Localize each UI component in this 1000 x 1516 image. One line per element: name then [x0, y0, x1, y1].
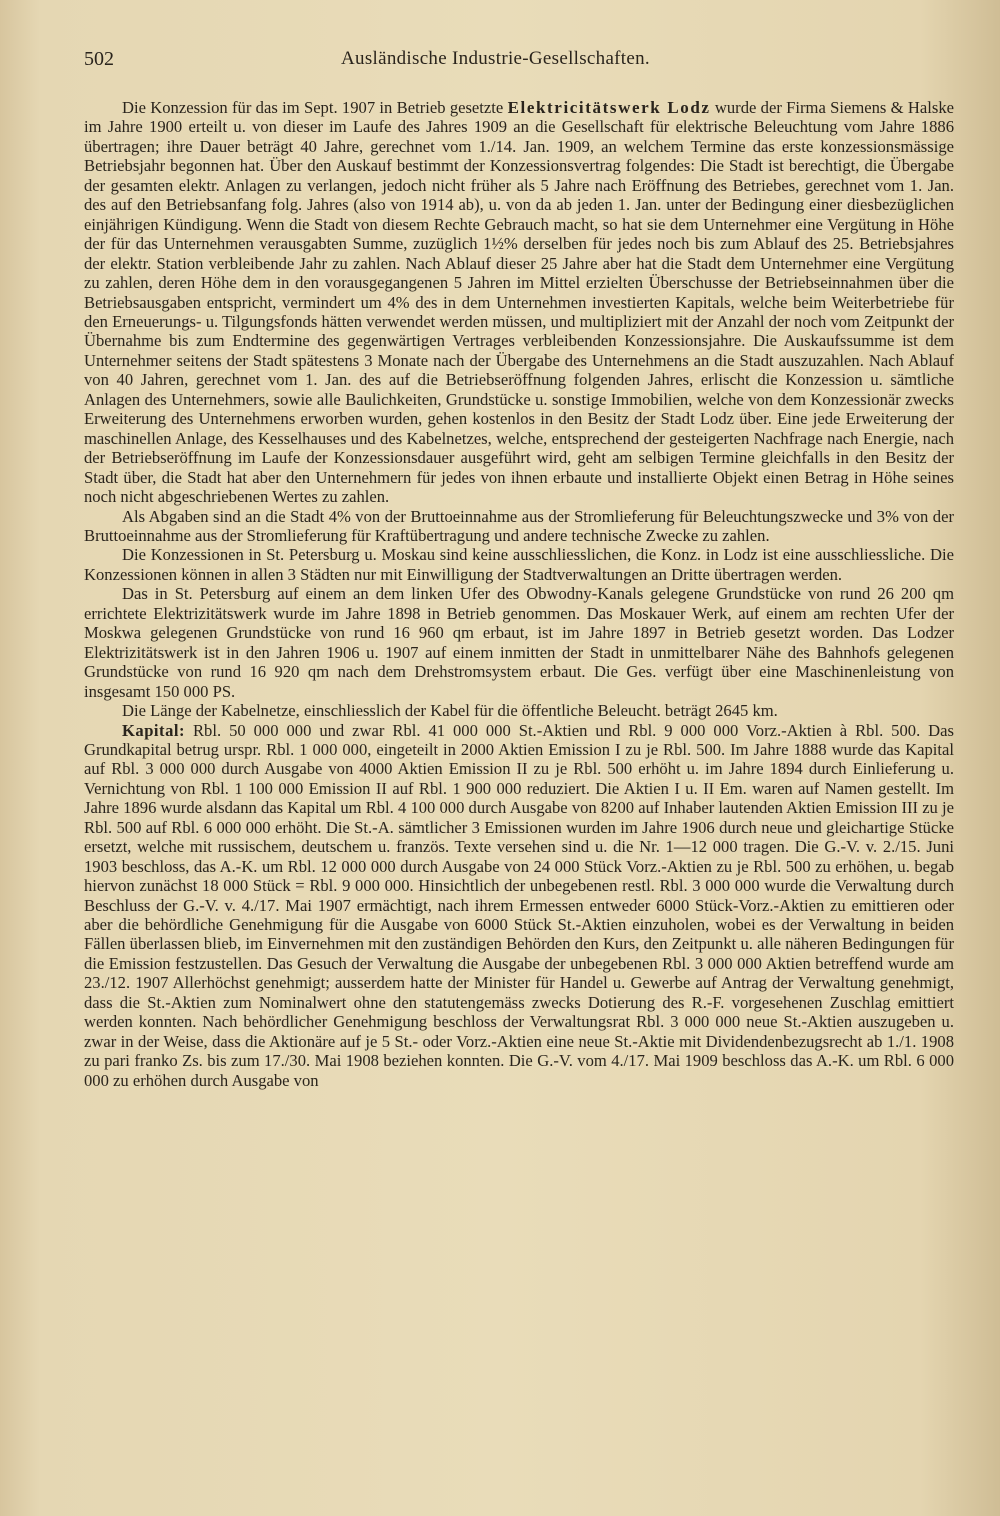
- paragraph-lead: Die Konzession für das im Sept. 1907 in Betrieb gesetzte: [122, 98, 504, 117]
- paragraph-kabelnetze: Die Länge der Kabelnetze, einschliesslich der Kabel für die öffentliche Beleucht. beträgt 2645 km.: [122, 701, 778, 721]
- paragraph-werke: Das in St. Petersburg auf einem an dem linken Ufer des Obwodny-Kanals gelegene Grundstücke von rund 26 200 qm errichtete Elektrizitätswerk wurde im Jahre 1898 in Betrieb genommen. Das Moskauer Werk, auf einem am rechten Ufer der Moskwa gelegenen Grundstücke von rund 16 960 qm erbaut, ist im Jahre 1897 in Betrieb gesetzt worden. Das Lodzer Elektrizitätswerk ist in den Jahren 1906 u. 1907 auf einem inmitten der Stadt in unmittelbarer Nähe des Bahnhofs gelegenen Grundstücke von rund 16 920 qm nach dem Drehstromsystem erbaut. Die Ges. verfügt über eine Maschinenleistung von insgesamt 150 000 PS.: [84, 584, 954, 701]
- kapital-label: Kapital:: [122, 720, 186, 740]
- paragraph-konzessionen: Die Konzessionen in St. Petersburg u. Moskau sind keine ausschliesslichen, die Konz. in Lodz ist eine ausschliessliche. Die Konzessionen können in allen 3 Städten nur mit Einwilligung der Stadtverwaltungen an Dritte übertragen werden.: [84, 545, 954, 584]
- running-title: Ausländische Industrie-Gesellschaften.: [341, 48, 650, 69]
- page-number: 502: [84, 48, 114, 70]
- kapital-text: Rbl. 50 000 000 und zwar Rbl. 41 000 000 St.-Aktien und Rbl. 9 000 000 Vorz.-Aktien à Rbl. 500. Das Grundkapital betrug urspr. Rbl. 1 000 000, eingeteilt in 2000 Aktien Emission I zu je Rbl. 500. Im Jahre 1888 wurde das Kapital auf Rbl. 3 000 000 durch Ausgabe von 4000 Aktien Emission II zu je Rbl. 500 erhöht u. im Jahre 1894 durch Einlieferung u. Vernichtung von Rbl. 1 100 000 Emission II auf Rbl. 1 900 000 reduziert. Die Aktien I u. II Em. waren auf Namen gestellt. Im Jahre 1896 wurde alsdann das Kapital um Rbl. 4 100 000 durch Ausgabe von 8200 auf Inhaber lautenden Aktien Emission III zu je Rbl. 500 auf Rbl. 6 000 000 erhöht. Die St.-A. sämtlicher 3 Emissionen wurden im Jahre 1906 durch neue und gleichartige Stücke ersetzt, welche mit russischem, deutschem u. französ. Texte versehen sind u. die Nr. 1—12 000 tragen. Die G.-V. v. 2./15. Juni 1903 beschloss, das A.-K. um Rbl. 12 000 000 durch Ausgabe von 24 000 Stück Vorz.-Aktien zu je Rbl. 500 zu erhöhen, u. begab hiervon zunächst 18 000 Stück = Rbl. 9 000 000. Hinsichtlich der unbegebenen restl. Rbl. 3 000 000 wurde die Verwaltung durch Beschluss der G.-V. v. 4./17. Mai 1907 ermächtigt, nach ihrem Ermessen entweder 6000 Stück-Vorz.-Aktien zu emittieren oder aber die behördliche Genehmigung für die Ausgabe von 6000 Stück St.-Aktien einzuholen, wobei es der Verwaltung in beiden Fällen überlassen blieb, im Einvernehmen mit den zuständigen Behörden den Kurs, den Zeitpunkt u. alle näheren Bedingungen für die Emission festzustellen. Das Gesuch der Verwaltung die Ausgabe der unbegebenen Rbl. 3 000 000 Aktien betreffend wurde am 23./12. 1907 Allerhöchst genehmigt; ausserdem hatte der Minister für Handel u. Gewerbe auf Antrag der Verwaltung genehmigt, dass die St.-Aktien zum Nominalwert ohne den statutengemäss zwecks Dotierung des R.-F. vorgesehenen Zuschlag emittiert werden konnten. Nach behördlicher Genehmigung beschloss der Verwaltungsrat Rbl. 3 000 000 neue St.-Aktien auszugeben u. zwar in der Weise, dass die Aktionäre auf je 5 St.- oder Vorz.-Aktien eine neue St.-Aktie mit Dividendenbezugsrecht ab 1./1. 1908 zu pari franko Zs. bis zum 17./30. Mai 1908 beziehen konnten. Die G.-V. vom 4./17. Mai 1909 beschloss das A.-K. um Rbl. 6 000 000 zu erhöhen durch Ausgabe von: [84, 720, 954, 1090]
- page-header: [84, 48, 956, 74]
- company-name: Elektricitätswerk Lodz: [507, 98, 711, 117]
- paragraph-concession-lodz: [84, 98, 954, 507]
- paragraph-text: wurde der Firma Siemens & Halske im Jahre 1900 erteilt u. von dieser im Laufe des Jahres 1909 an die Gesellschaft für elektrische Beleuchtung vom Jahre 1886 übertragen; ihre Dauer beträgt 40 Jahre, gerechnet vom 1./14. Jan. 1909, an welchem Termine das erste konzessionsmässige Betriebsjahr begonnen hat. Über den Auskauf bestimmt der Konzessionsvertrag folgendes: Die Stadt ist berechtigt, die Übergabe der gesamten elektr. Anlagen zu verlangen, jedoch nicht früher als 5 Jahre nach Eröffnung des Betriebes, gerechnet vom 1. Jan. des auf den Betriebsanfang folg. Jahres (also von 1914 ab), u. von da ab jeden 1. Jan. unter der Bedingung einer diesbezüglichen einjährigen Kündigung. Wenn die Stadt von diesem Rechte Gebrauch macht, so hat sie dem Unternehmer eine Vergütung in Höhe der für das Unternehmen verausgabten Summe, zuzüglich 1½% derselben für jedes noch bis zum Ablauf des 25. Betriebsjahres der elektr. Station verbleibende Jahr zu zahlen. Nach Ablauf dieser 25 Jahre aber hat die Stadt dem Unternehmer eine Vergütung zu zahlen, deren Höhe dem in den vorausgegangenen 5 Jahren im Mittel erzielten Überschusse der Betriebseinnahmen über die Betriebsausgaben entspricht, vermindert um 4% des in dem Unternehmen investierten Kapitals, welche beim Weiterbetriebe für den Erneuerungs- u. Tilgungsfonds hätten verwendet werden müssen, und multipliziert mit der Anzahl der noch vom Zeitpunkt der Übernahme bis zum Endtermine des gegenwärtigen Vertrages verbleibenden Konzessionsjahre. Die Auskaufssumme ist dem Unternehmer seitens der Stadt spätestens 3 Monate nach der Übergabe des Unternehmens an die Stadt auszuzahlen. Nach Ablauf von 40 Jahren, gerechnet vom 1. Jan. des auf die Betriebseröffnung folgenden Jahres, erlischt die Konzession u. sämtliche Anlagen des Unternehmers, sowie alle Baulichkeiten, Grundstücke u. sonstige Immobilien, welche von dem Konzessionär zwecks Erweiterung des Unternehmens erworben wurden, gehen kostenlos in den Besitz der Stadt Lodz über. Eine jede Erweiterung der maschinellen Anlage, des Kesselhauses und des Kabelnetzes, welche, entsprechend der gesteigerten Nachfrage nach Energie, nach der Betriebseröffnung im Laufe der Konzessionsdauer ausgeführt wird, geht am selbigen Termine gleichfalls in den Besitz der Stadt über, die Stadt hat aber den Unternehmern für jedes von ihnen erbaute und installierte Objekt einen Betrag in Höhe seines noch nicht abgeschriebenen Wertes zu zahlen.: [84, 98, 954, 507]
- paragraph-abgaben: Als Abgaben sind an die Stadt 4% von der Bruttoeinnahme aus der Stromlieferung für Beleuchtungszwecke und 3% von der Bruttoeinnahme aus der Stromlieferung für Kraftübertragung und andere technische Zwecke zu zahlen.: [84, 506, 954, 545]
- paragraph-kapital: [84, 721, 954, 1091]
- page-body: [84, 98, 954, 1090]
